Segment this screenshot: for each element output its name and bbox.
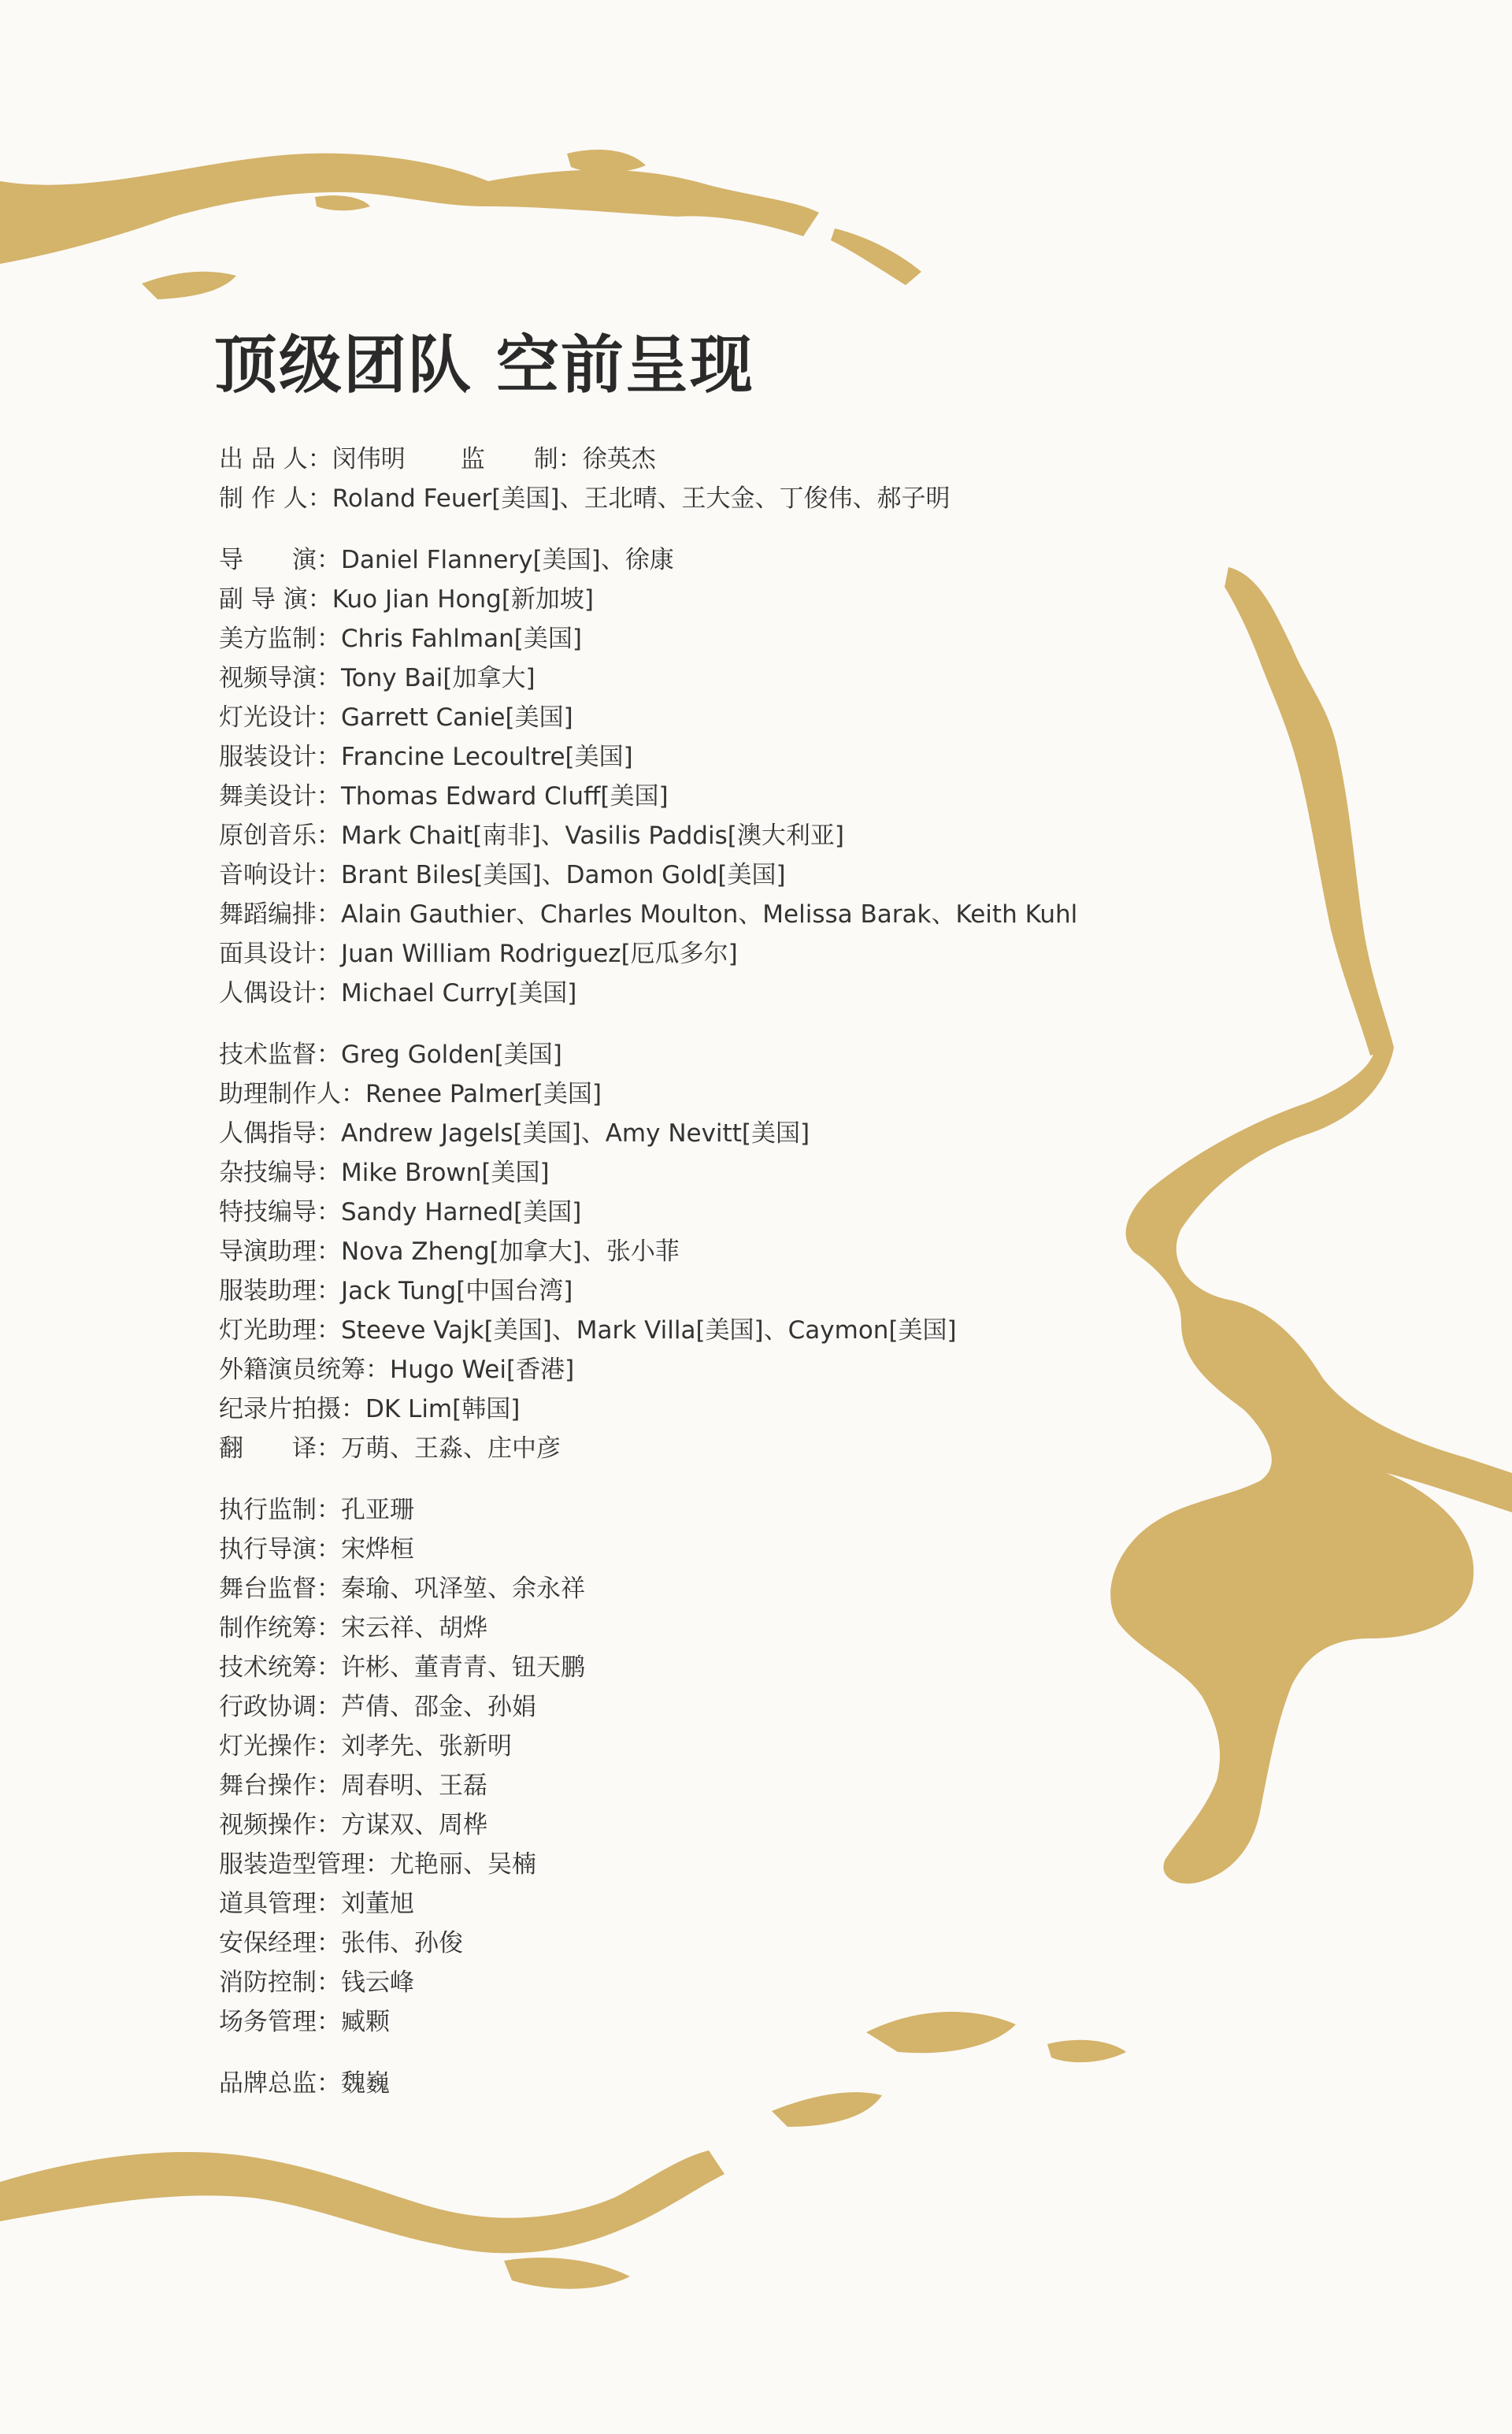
credit-row: 技术统筹：许彬、董青青、钮天鹏: [219, 1648, 1148, 1687]
credit-row: 场务管理：臧颗: [219, 2002, 1148, 2042]
credits-group-technical: [219, 1035, 1148, 1468]
credit-role: 杂技编导: [219, 1159, 317, 1187]
credit-name: Kuo Jian Hong[新加坡]: [332, 585, 595, 614]
credit-row: 原创音乐：Mark Chait[南非]、Vasilis Paddis[澳大利亚]: [219, 816, 1148, 855]
credit-name: Tony Bai[加拿大]: [341, 664, 536, 692]
credit-role: 导 演: [219, 546, 317, 574]
credit-row: 导演助理：Nova Zheng[加拿大]、张小菲: [219, 1232, 1148, 1271]
credit-role: 面具设计: [219, 940, 317, 968]
credit-name: 秦瑜、巩泽堃、余永祥: [341, 1575, 585, 1603]
credit-row: 服装助理：Jack Tung[中国台湾]: [219, 1271, 1148, 1311]
credits-group-brand: [219, 2064, 1148, 2103]
credit-name: 刘董旭: [341, 1890, 414, 1918]
credit-name: Greg Golden[美国]: [341, 1041, 562, 1069]
credit-name: Steeve Vajk[美国]、Mark Villa[美国]、Caymon[美国]: [341, 1316, 957, 1345]
credit-row: 助理制作人：Renee Palmer[美国]: [219, 1074, 1148, 1114]
credit-row: 制 作 人：Roland Feuer[美国]、王北晴、王大金、丁俊伟、郝子明: [219, 479, 1148, 518]
right-brush-stroke: [1225, 567, 1394, 1056]
dancer-figure: [1110, 1048, 1512, 1883]
credit-role: 执行监制: [219, 1496, 317, 1524]
credit-row: 音响设计：Brant Biles[美国]、Damon Gold[美国]: [219, 855, 1148, 895]
credit-role: 人偶指导: [219, 1119, 317, 1148]
credit-role: 副 导 演: [219, 585, 308, 614]
credit-row: 服装设计：Francine Lecoultre[美国]: [219, 737, 1148, 777]
credit-row: 视频操作：方谋双、周桦: [219, 1805, 1148, 1845]
credit-name: Daniel Flannery[美国]、徐康: [341, 546, 674, 574]
credit-row: 执行监制：孔亚珊: [219, 1490, 1148, 1530]
credit-role: 音响设计: [219, 861, 317, 889]
credit-row: 技术监督：Greg Golden[美国]: [219, 1035, 1148, 1074]
credit-name: Alain Gauthier、Charles Moulton、Melissa Barak、Keith Kuhl: [341, 900, 1078, 929]
credit-name: 尤艳丽、吴楠: [390, 1850, 536, 1879]
credit-name: 万萌、王淼、庄中彦: [341, 1434, 561, 1463]
credit-name: 钱云峰: [341, 1968, 414, 1997]
credit-role: 人偶设计: [219, 979, 317, 1007]
credit-row: 外籍演员统筹：Hugo Wei[香港]: [219, 1350, 1148, 1390]
credit-row: 翻 译：万萌、王淼、庄中彦: [219, 1429, 1148, 1468]
page-title: 顶级团队 空前呈现: [214, 328, 754, 402]
credit-role: 灯光设计: [219, 703, 317, 732]
credit-row: 执行导演：宋烨桓: [219, 1530, 1148, 1569]
credit-role: 美方监制: [219, 625, 317, 653]
credit-row: 灯光助理：Steeve Vajk[美国]、Mark Villa[美国]、Caymon[美国]: [219, 1311, 1148, 1350]
credit-name: Mark Chait[南非]、Vasilis Paddis[澳大利亚]: [341, 822, 844, 850]
credit-name: 臧颗: [341, 2008, 390, 2036]
credit-row: 消防控制：钱云峰: [219, 1963, 1148, 2002]
credit-role: 纪录片拍摄: [219, 1395, 341, 1423]
credit-name: 闵伟明: [332, 445, 406, 473]
credit-role: 翻 译: [219, 1434, 317, 1463]
credits-list: [219, 440, 1148, 2125]
credit-name: Thomas Edward Cluff[美国]: [341, 782, 669, 811]
credit-name: Roland Feuer[美国]、王北晴、王大金、丁俊伟、郝子明: [332, 484, 951, 513]
credit-row: 灯光操作：刘孝先、张新明: [219, 1727, 1148, 1766]
credit-role: 服装设计: [219, 743, 317, 771]
credit-row: 安保经理：张伟、孙俊: [219, 1924, 1148, 1963]
credit-name: Andrew Jagels[美国]、Amy Nevitt[美国]: [341, 1119, 810, 1148]
credit-role: 执行导演: [219, 1535, 317, 1564]
credit-row: 杂技编导：Mike Brown[美国]: [219, 1153, 1148, 1193]
credit-role: 灯光操作: [219, 1732, 317, 1761]
credit-name: 许彬、董青青、钮天鹏: [341, 1653, 585, 1682]
credit-role: 视频操作: [219, 1811, 317, 1839]
credit-name: Mike Brown[美国]: [341, 1159, 550, 1187]
credit-name: Renee Palmer[美国]: [365, 1080, 602, 1108]
credit-row: 导 演：Daniel Flannery[美国]、徐康: [219, 540, 1148, 580]
credit-role: 视频导演: [219, 664, 317, 692]
credit-row: 美方监制：Chris Fahlman[美国]: [219, 619, 1148, 659]
credit-name: Brant Biles[美国]、Damon Gold[美国]: [341, 861, 786, 889]
credits-group-producers: [219, 440, 1148, 518]
credit-role: 制 作 人: [219, 484, 308, 513]
credit-role: 技术统筹: [219, 1653, 317, 1682]
credit-row: 舞美设计：Thomas Edward Cluff[美国]: [219, 777, 1148, 816]
credit-name: 方谋双、周桦: [341, 1811, 487, 1839]
credit-name: Jack Tung[中国台湾]: [341, 1277, 573, 1305]
credit-role: 道具管理: [219, 1890, 317, 1918]
credit-role: 舞台操作: [219, 1772, 317, 1800]
credit-row: 出 品 人：闵伟明 监 制：徐英杰: [219, 440, 1148, 479]
credit-role: 技术监督: [219, 1041, 317, 1069]
credit-name: Juan William Rodriguez[厄瓜多尔]: [341, 940, 738, 968]
credit-name: 宋烨桓: [341, 1535, 414, 1564]
credit-name: 芦倩、邵金、孙娟: [341, 1693, 536, 1721]
credit-name: Francine Lecoultre[美国]: [341, 743, 633, 771]
top-brush-blob: [567, 150, 646, 173]
credit-name: 宋云祥、胡烨: [341, 1614, 487, 1642]
credit-name: Garrett Canie[美国]: [341, 703, 573, 732]
credit-role: 制作统筹: [219, 1614, 317, 1642]
credit-role: 品牌总监: [219, 2069, 317, 2098]
bottom-brush-blob: [504, 2258, 630, 2289]
credit-row: 特技编导：Sandy Harned[美国]: [219, 1193, 1148, 1232]
bottom-brush-stroke: [0, 2150, 724, 2253]
credit-role: 原创音乐: [219, 822, 317, 850]
credit-row: 灯光设计：Garrett Canie[美国]: [219, 698, 1148, 737]
credit-row: 制作统筹：宋云祥、胡烨: [219, 1608, 1148, 1648]
top-brush-blob: [315, 195, 370, 210]
credit-role: 舞台监督: [219, 1575, 317, 1603]
credit-row: 人偶设计：Michael Curry[美国]: [219, 974, 1148, 1013]
top-brush-blob: [831, 228, 921, 285]
top-brush-blob: [142, 272, 236, 299]
credit-role: 特技编导: [219, 1198, 317, 1226]
credit-role: 服装助理: [219, 1277, 317, 1305]
credit-row: 品牌总监：魏巍: [219, 2064, 1148, 2103]
credit-role: 消防控制: [219, 1968, 317, 1997]
credit-row: 人偶指导：Andrew Jagels[美国]、Amy Nevitt[美国]: [219, 1114, 1148, 1153]
credit-row: 舞台操作：周春明、王磊: [219, 1766, 1148, 1805]
credit-name: 周春明、王磊: [341, 1772, 487, 1800]
credit-role: 外籍演员统筹: [219, 1356, 365, 1384]
credit-name: Nova Zheng[加拿大]、张小菲: [341, 1237, 680, 1266]
credit-name: 魏巍: [341, 2069, 390, 2098]
credit-role: 助理制作人: [219, 1080, 341, 1108]
credit-role: 导演助理: [219, 1237, 317, 1266]
credit-name: Michael Curry[美国]: [341, 979, 577, 1007]
credit-name: Sandy Harned[美国]: [341, 1198, 582, 1226]
credit-row: 纪录片拍摄：DK Lim[韩国]: [219, 1390, 1148, 1429]
credit-row: 道具管理：刘董旭: [219, 1884, 1148, 1924]
credit-row: 副 导 演：Kuo Jian Hong[新加坡]: [219, 580, 1148, 619]
credit-role: 灯光助理: [219, 1316, 317, 1345]
credit-name: Chris Fahlman[美国]: [341, 625, 582, 653]
top-brush-stroke: [0, 154, 819, 264]
credit-name: DK Lim[韩国]: [365, 1395, 521, 1423]
credit-row: 行政协调：芦倩、邵金、孙娟: [219, 1687, 1148, 1727]
credit-role: 出 品 人: [219, 445, 308, 473]
credit-row: 舞台监督：秦瑜、巩泽堃、余永祥: [219, 1569, 1148, 1608]
credit-role: 舞蹈编排: [219, 900, 317, 929]
credits-group-local-team: [219, 1490, 1148, 2042]
credit-row: 视频导演：Tony Bai[加拿大]: [219, 659, 1148, 698]
credits-group-creative: [219, 540, 1148, 1013]
credit-row: 面具设计：Juan William Rodriguez[厄瓜多尔]: [219, 934, 1148, 974]
credit-role: 场务管理: [219, 2008, 317, 2036]
credit-role: 舞美设计: [219, 782, 317, 811]
credit-name: 徐英杰: [582, 445, 656, 473]
credit-name: Hugo Wei[香港]: [390, 1356, 575, 1384]
credit-name: 孔亚珊: [341, 1496, 414, 1524]
credit-name: 刘孝先、张新明: [341, 1732, 512, 1761]
credit-role: 监 制: [460, 445, 558, 473]
credit-role: 行政协调: [219, 1693, 317, 1721]
credit-name: 张伟、孙俊: [341, 1929, 463, 1957]
credit-row: 舞蹈编排：Alain Gauthier、Charles Moulton、Melissa Barak、Keith Kuhl: [219, 895, 1148, 934]
credit-role: 安保经理: [219, 1929, 317, 1957]
credit-role: 服装造型管理: [219, 1850, 365, 1879]
credit-row: 服装造型管理：尤艳丽、吴楠: [219, 1845, 1148, 1884]
